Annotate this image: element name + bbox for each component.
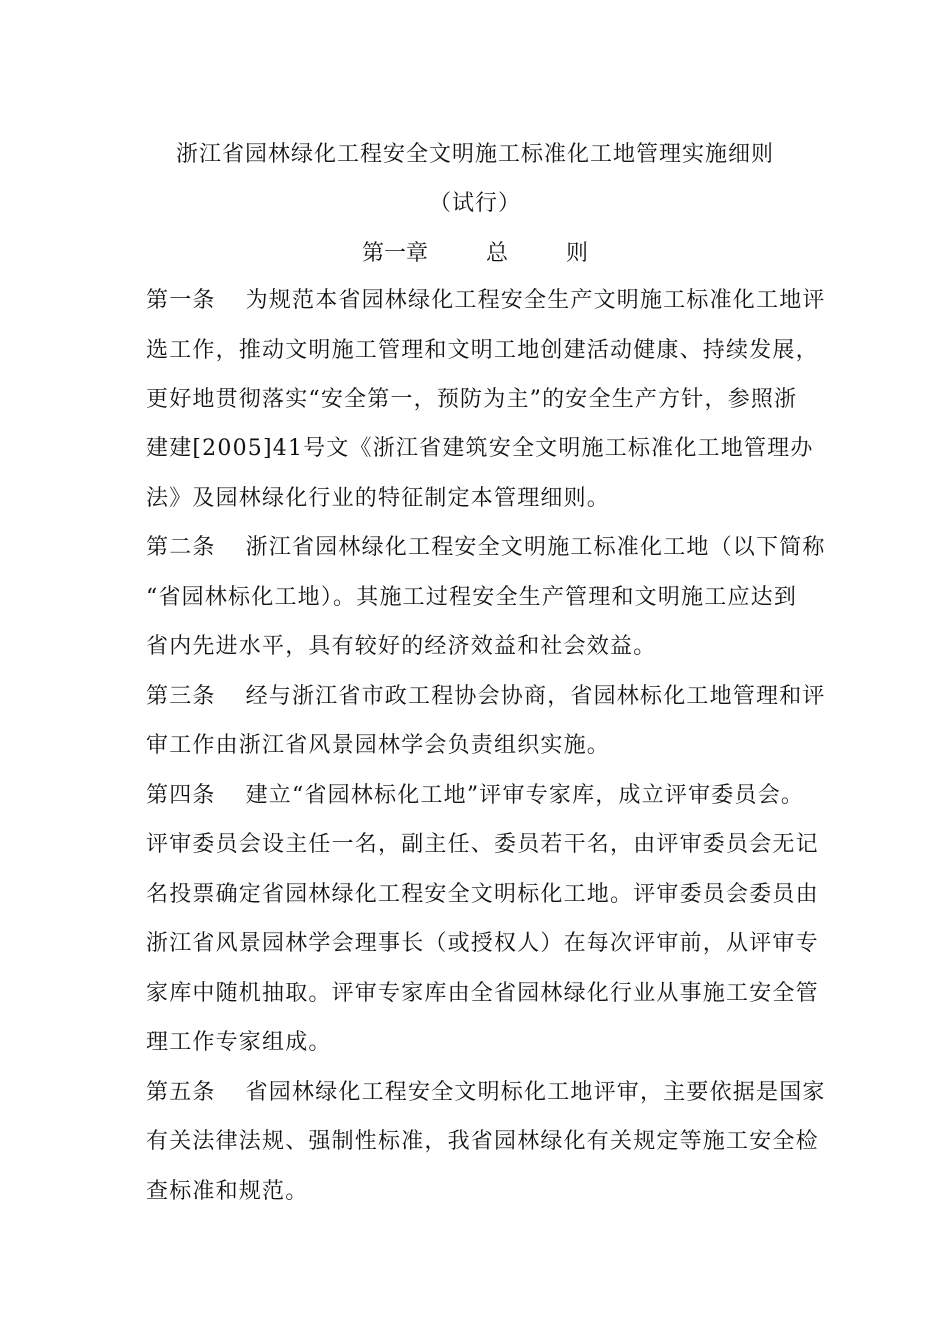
text-line bbox=[146, 1177, 308, 1207]
text-line bbox=[146, 830, 819, 860]
text-line bbox=[146, 385, 797, 415]
line-text: 评审委员会设主任一名，副主任、委员若干名，由评审委员会无记 bbox=[146, 832, 819, 857]
text-line bbox=[146, 632, 656, 662]
line-text: 选工作，推动文明施工管理和文明工地创建活动健康、持续发展， bbox=[146, 338, 819, 363]
text-line bbox=[146, 1028, 332, 1058]
text-line bbox=[146, 434, 814, 464]
article-number: 第一条 bbox=[146, 288, 216, 313]
document-title: 浙江省园林绿化工程安全文明施工标准化工地管理实施细则 bbox=[175, 142, 774, 167]
line-text: 家库中随机抽取。评审专家库由全省园林绿化行业从事施工安全管 bbox=[146, 981, 819, 1006]
line-text: 查标准和规范。 bbox=[146, 1179, 309, 1204]
line-text: 更好地贯彻落实“安全第一，预防为主”的安全生产方针，参照浙 bbox=[146, 387, 798, 412]
line-text: 省园林绿化工程安全文明标化工地评审，主要依据是国家 bbox=[245, 1080, 826, 1105]
text-line bbox=[146, 484, 610, 514]
article-number: 第五条 bbox=[146, 1080, 216, 1105]
line-text: 有关法律法规、强制性标准，我省园林绿化有关规定等施工安全检 bbox=[146, 1129, 819, 1154]
text-line bbox=[146, 533, 826, 563]
document-subtitle: （试行） bbox=[428, 191, 521, 216]
chapter-number: 第一章 bbox=[361, 241, 428, 266]
chapter-heading bbox=[0, 236, 950, 267]
text-line bbox=[146, 731, 610, 761]
chapter-name-part1: 总 bbox=[485, 241, 508, 266]
text-line bbox=[146, 979, 819, 1009]
article-number: 第三条 bbox=[146, 684, 216, 709]
text-line bbox=[146, 682, 826, 712]
chapter-name-part2: 则 bbox=[566, 241, 589, 266]
line-text: 浙江省园林绿化工程安全文明施工标准化工地（以下简称 bbox=[245, 535, 826, 560]
line-text: 浙江省风景园林学会理事长（或授权人）在每次评审前，从评审专 bbox=[146, 931, 819, 956]
line-text: 经与浙江省市政工程协会协商，省园林标化工地管理和评 bbox=[245, 684, 826, 709]
text-line bbox=[146, 583, 797, 613]
line-text: 审工作由浙江省风景园林学会负责组织实施。 bbox=[146, 733, 611, 758]
line-text: 建建[2005]41号文《浙江省建筑安全文明施工标准化工地管理办 bbox=[146, 436, 814, 461]
text-line bbox=[146, 1078, 826, 1108]
article-number: 第四条 bbox=[146, 783, 216, 808]
text-line bbox=[146, 336, 819, 366]
line-text: 为规范本省园林绿化工程安全生产文明施工标准化工地评 bbox=[245, 288, 826, 313]
text-line bbox=[146, 1127, 819, 1157]
line-text: 省内先进水平，具有较好的经济效益和社会效益。 bbox=[146, 634, 657, 659]
line-text: “省园林标化工地）。其施工过程安全生产管理和文明施工应达到 bbox=[146, 585, 798, 610]
text-line bbox=[146, 781, 804, 811]
text-line bbox=[146, 880, 819, 910]
line-text: 理工作专家组成。 bbox=[146, 1030, 332, 1055]
article-number: 第二条 bbox=[146, 535, 216, 560]
line-text: 名投票确定省园林绿化工程安全文明标化工地。评审委员会委员由 bbox=[146, 882, 819, 907]
text-line bbox=[146, 929, 819, 959]
line-text: 建立“省园林标化工地”评审专家库，成立评审委员会。 bbox=[245, 783, 805, 808]
text-line bbox=[146, 286, 826, 316]
line-text: 法》及园林绿化行业的特征制定本管理细则。 bbox=[146, 486, 611, 511]
